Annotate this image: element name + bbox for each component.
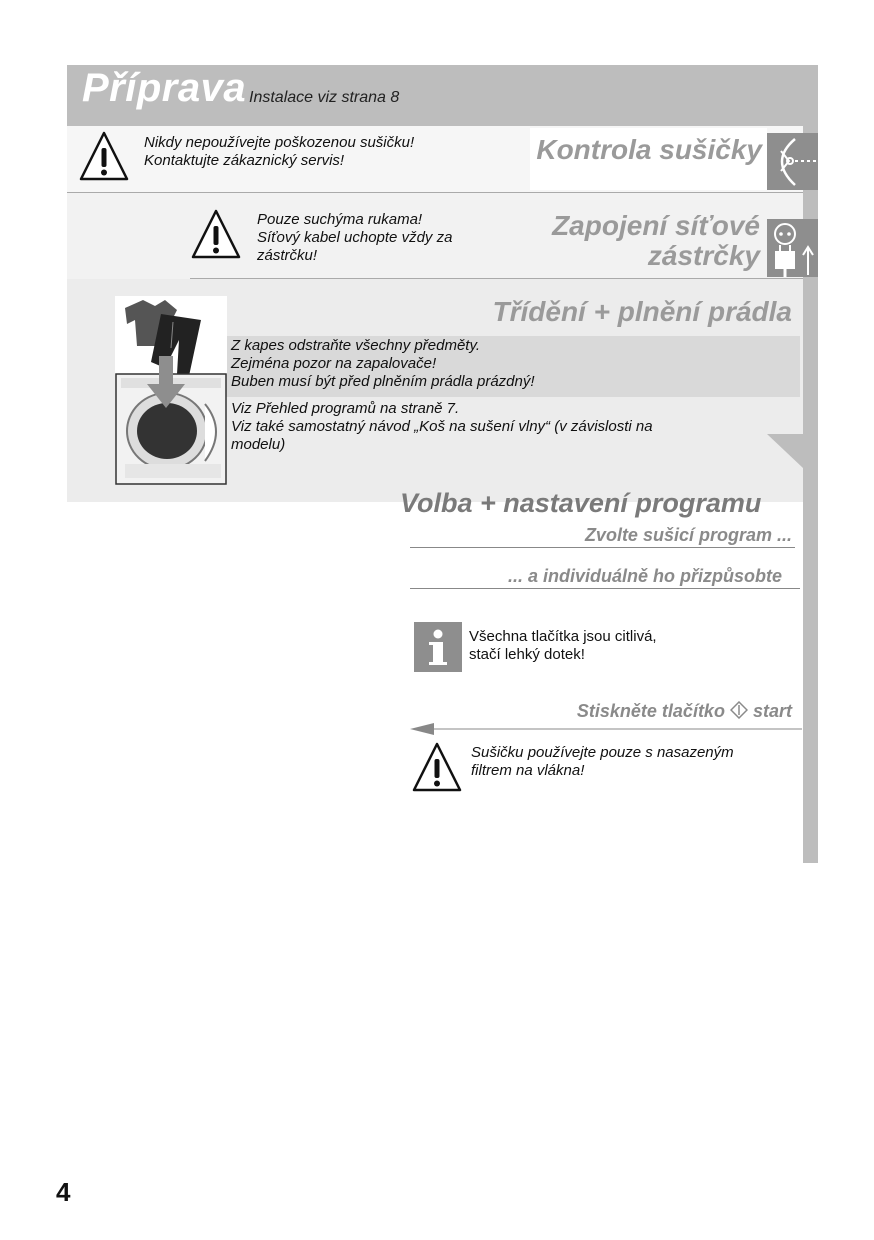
- section-title-trideni: Třídění + plnění prádla: [492, 296, 792, 327]
- page-title: Příprava: [82, 66, 247, 110]
- divider: [67, 192, 803, 193]
- divider: [410, 588, 800, 589]
- section-title-volba: Volba + nastavení programu: [400, 488, 762, 518]
- step-choose-program: Zvolte sušicí program ...: [584, 525, 792, 545]
- warning-triangle-icon: [411, 741, 463, 793]
- divider: [410, 547, 795, 548]
- info-icon: [414, 622, 462, 672]
- warning-text-zapojeni: Pouze suchýma rukama! Síťový kabel uchopte vždy za zástrčku!: [257, 211, 453, 264]
- section-title-zapojeni: Zapojení síťové zástrčky: [552, 210, 760, 271]
- plug-socket-icon: [767, 219, 818, 277]
- warning-text-kontrola: Nikdy nepoužívejte poškozenou sušičku! Kontaktujte zákaznický servis!: [144, 134, 415, 169]
- highlight-text-trideni: Z kapes odstraňte všechny předměty. Zejména pozor na zapalovače! Buben musí být před plněním prádla prázdný!: [231, 337, 535, 390]
- divider: [190, 278, 803, 279]
- page-subtitle: Instalace viz strana 8: [249, 89, 400, 106]
- start-button-icon: [730, 701, 748, 719]
- step-customize-program: ... a individuálně ho přizpůsobte: [507, 566, 782, 586]
- warning-text-filter: Sušičku používejte pouze s nasazeným filtrem na vlákna!: [471, 744, 734, 779]
- warning-triangle-icon: [190, 208, 242, 260]
- info-text: Všechna tlačítka jsou citlivá, stačí lehký dotek!: [469, 628, 657, 663]
- eye-inspect-icon: [767, 133, 818, 190]
- section-title-kontrola: Kontrola sušičky: [536, 134, 762, 165]
- warning-triangle-icon: [78, 130, 130, 182]
- step-press-start: Stiskněte tlačítko start: [576, 701, 792, 721]
- arrow-left-line: [410, 721, 802, 737]
- page-number: 4: [56, 1177, 71, 1207]
- note-text-trideni: Viz Přehled programů na straně 7. Viz také samostatný návod „Koš na sušení vlny“ (v závislosti na modelu): [231, 400, 653, 453]
- laundry-loading-illustration: [115, 296, 227, 486]
